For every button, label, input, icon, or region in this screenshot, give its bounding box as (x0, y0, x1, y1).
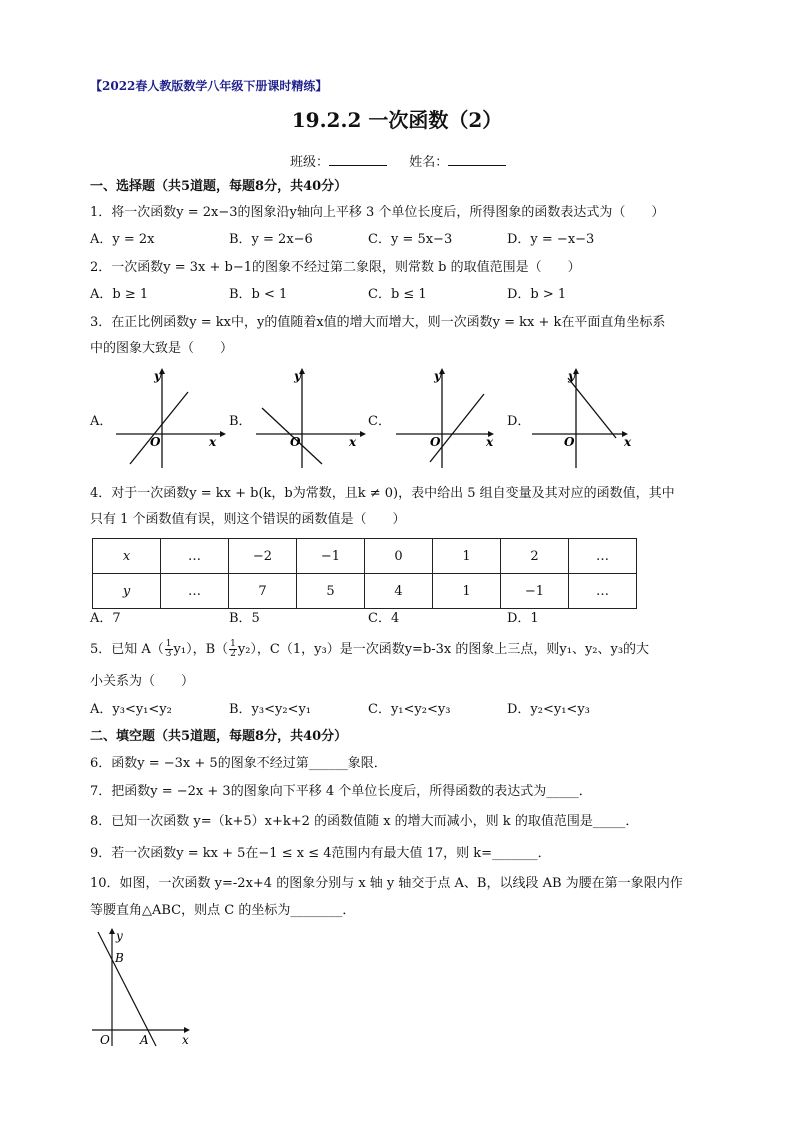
q4-option-b[interactable]: B．5 (229, 611, 260, 626)
q3-text-line1: 3．在正比例函数y = kx中，y的值随着x值的增大而增大，则一次函数y = kx + k在平面直角坐标系 (90, 315, 666, 330)
table-cell: y (93, 574, 161, 609)
table-cell: … (161, 574, 229, 609)
q4-text-line2: 只有 1 个函数值有误，则这个错误的函数值是（ ） (90, 512, 406, 527)
q5-option-a[interactable]: A．y₃<y₁<y₂ (90, 702, 172, 717)
q4-text-line1: 4．对于一次函数y = kx + b(k，b为常数，且k ≠ 0)，表中给出 5 组自变量及其对应的函数值，其中 (90, 486, 675, 501)
name-label: 姓名： (409, 155, 449, 170)
q4-option-d[interactable]: D．1 (507, 611, 539, 626)
table-cell: … (161, 539, 229, 574)
table-cell: … (569, 574, 637, 609)
q1-option-c[interactable]: C．y = 5x−3 (368, 232, 453, 247)
q5-option-c[interactable]: C．y₁<y₂<y₃ (368, 702, 451, 717)
q3-b-origin: O (290, 435, 301, 449)
q3-option-d-label[interactable]: D． (507, 414, 531, 429)
header-tag: 【2022春人教版数学八年级下册课时精练】 (90, 79, 328, 93)
table-cell: −2 (229, 539, 297, 574)
q1-option-b[interactable]: B．y = 2x−6 (229, 232, 313, 247)
q3-a-axis-x: x (209, 435, 217, 449)
q4-option-c[interactable]: C．4 (368, 611, 400, 626)
q3-b-axis-x: x (349, 435, 357, 449)
q2-option-a[interactable]: A．b ≥ 1 (90, 287, 149, 302)
q5-option-b[interactable]: B．y₃<y₂<y₁ (229, 702, 312, 717)
q6-text: 6．函数y = −3x + 5的图象不经过第______象限． (90, 756, 387, 771)
name-blank[interactable] (448, 152, 506, 166)
q2-text: 2．一次函数y = 3x + b−1的图象不经过第二象限，则常数 b 的取值范围是（ ） (90, 260, 581, 275)
table-cell: 0 (365, 539, 433, 574)
table-cell: 4 (365, 574, 433, 609)
q2-option-b[interactable]: B．b < 1 (229, 287, 288, 302)
q3-d-origin: O (564, 435, 575, 449)
q3-c-axis-x: x (486, 435, 494, 449)
class-label: 班级： (290, 155, 330, 170)
q5-frac2-den: 2 (230, 649, 236, 659)
q10-text-line2: 等腰直角△ABC，则点 C 的坐标为________． (90, 903, 356, 918)
section-1-heading: 一、选择题（共5道题，每题8分，共40分） (90, 179, 348, 194)
q3-graph-b (252, 364, 372, 472)
q10-label-x: x (182, 1033, 189, 1047)
table-cell: 1 (433, 539, 501, 574)
table-cell: 7 (229, 574, 297, 609)
q5-fraction-2 (229, 640, 237, 659)
q10-text-line1: 10．如图，一次函数 y=-2x+4 的图象分别与 x 轴 y 轴交于点 A、B，以线段 AB 为腰在第一象限内作 (90, 876, 683, 891)
table-cell: … (569, 539, 637, 574)
q10-label-b: B (115, 951, 124, 965)
table-cell: 2 (501, 539, 569, 574)
q3-b-axis-y: y (294, 369, 301, 383)
q3-graph-c (392, 364, 512, 472)
table-cell: −1 (501, 574, 569, 609)
section-2-heading: 二、填空题（共5道题，每题8分，共40分） (90, 729, 348, 744)
table-cell: x (93, 539, 161, 574)
q5-text-b: y₁），B（ (173, 642, 229, 657)
q3-text-line2: 中的图象大致是（ ） (90, 341, 234, 356)
table-cell: −1 (297, 539, 365, 574)
q5-text-a: 5．已知 A（ (90, 642, 164, 657)
q10-figure (88, 924, 198, 1050)
class-blank[interactable] (329, 152, 387, 166)
q10-label-y: y (116, 929, 123, 943)
q5-text-line2: 小关系为（ ） (90, 674, 195, 689)
q5-text-c: y₂），C（1，y₃）是一次函数y=b-3x 的图象上三点，则y₁、y₂、y₃的大 (237, 642, 650, 657)
q5-frac1-den: 3 (165, 649, 172, 659)
q3-a-axis-y: y (154, 369, 161, 383)
q3-option-a-label[interactable]: A． (90, 414, 113, 429)
q1-option-d[interactable]: D．y = −x−3 (507, 232, 595, 247)
q10-label-o: O (100, 1033, 110, 1047)
q10-label-a: A (140, 1033, 149, 1047)
table-row (93, 574, 637, 609)
table-row (93, 539, 637, 574)
q5-option-d[interactable]: D．y₂<y₁<y₃ (507, 702, 590, 717)
q3-graph-d (528, 364, 638, 472)
q3-d-axis-x: x (624, 435, 632, 449)
q3-option-b-label[interactable]: B． (229, 414, 252, 429)
q3-c-axis-y: y (434, 369, 441, 383)
page-title: 19.2.2 一次函数（2） (291, 108, 503, 132)
class-name-line (290, 152, 506, 172)
q7-text: 7．把函数y = −2x + 3的图象向下平移 4 个单位长度后，所得函数的表达式为_____． (90, 784, 592, 799)
q1-text: 1．将一次函数y = 2x−3的图象沿y轴向上平移 3 个单位长度后，所得图象的函数表达式为（ ） (90, 205, 665, 220)
q9-text: 9．若一次函数y = kx + 5在−1 ≤ x ≤ 4范围内有最大值 17，则 k=_______． (90, 846, 551, 861)
table-cell: 1 (433, 574, 501, 609)
q3-d-axis-y: y (568, 369, 575, 383)
q5-frac2-num: 1 (230, 639, 236, 649)
q5-fraction-1 (165, 640, 173, 659)
q3-graph-a (112, 364, 232, 472)
q3-a-origin: O (150, 435, 161, 449)
q2-option-d[interactable]: D．b > 1 (507, 287, 567, 302)
q1-option-a[interactable]: A．y = 2x (90, 232, 155, 247)
q8-text: 8．已知一次函数 y=（k+5）x+k+2 的函数值随 x 的增大而减小，则 k 的取值范围是_____． (90, 814, 639, 829)
table-cell: 5 (297, 574, 365, 609)
q5-text-line1 (90, 640, 649, 659)
q2-option-c[interactable]: C．b ≤ 1 (368, 287, 427, 302)
q5-frac1-num: 1 (165, 639, 172, 649)
q4-value-table (92, 538, 637, 609)
q4-option-a[interactable]: A．7 (90, 611, 121, 626)
q3-c-origin: O (430, 435, 441, 449)
q3-option-c-label[interactable]: C． (368, 414, 391, 429)
